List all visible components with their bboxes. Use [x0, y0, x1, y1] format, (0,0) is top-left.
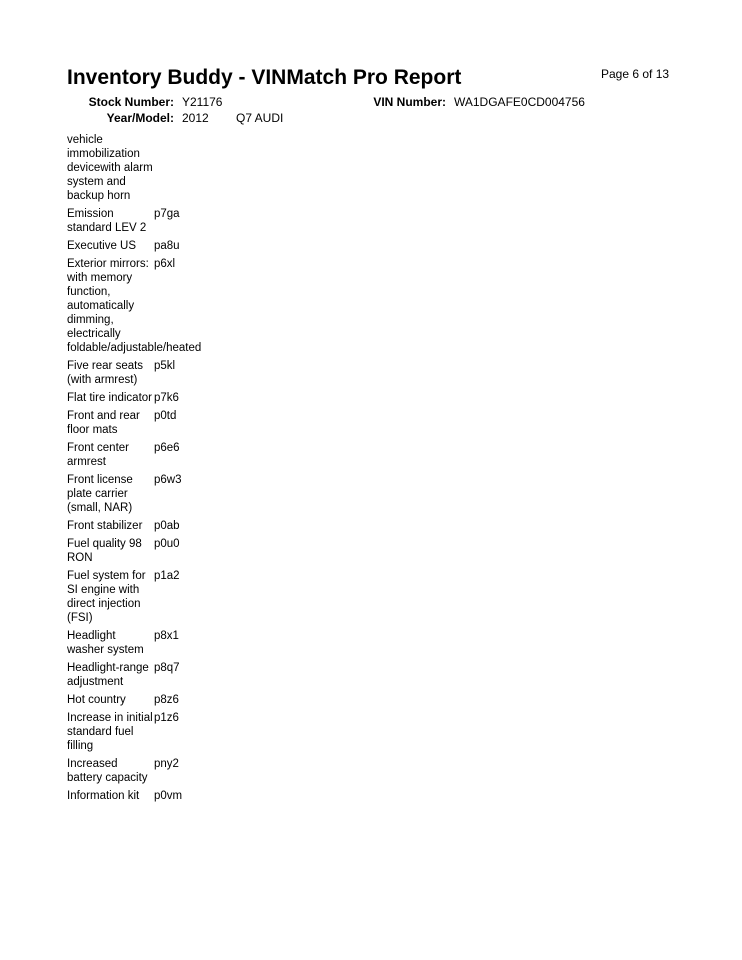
option-name: Hot country [67, 694, 126, 706]
option-name: Front and rear floor mats [67, 410, 140, 436]
year-value: 2012 [182, 111, 209, 125]
option-name: Fuel quality 98 RON [67, 538, 142, 564]
option-row [67, 409, 207, 437]
stock-number-value: Y21176 [182, 95, 223, 109]
option-code: p8x1 [154, 630, 179, 642]
option-row [67, 257, 207, 355]
option-name: Increased battery capacity [67, 758, 148, 784]
year-model-label: Year/Model: [106, 111, 174, 125]
option-row [67, 133, 207, 203]
option-row [67, 473, 207, 515]
option-code: p0vm [154, 790, 183, 802]
option-row [67, 441, 207, 469]
option-code: p0u0 [154, 538, 180, 550]
option-name: Headlight-range adjustment [67, 662, 149, 688]
page-number: Page 6 of 13 [601, 67, 670, 81]
option-row [67, 519, 207, 533]
option-code: p8q7 [154, 662, 180, 674]
option-name: Exterior mirrors: with memory function, automatically dimming, electrically foldable/adjustable/heated [67, 258, 202, 354]
option-name: Flat tire indicator [67, 392, 153, 404]
options-list [67, 133, 207, 807]
option-code: p6xl [154, 258, 176, 270]
option-row [67, 629, 207, 657]
option-name: Fuel system for SI engine with direct injection (FSI) [67, 570, 146, 624]
option-code: p7k6 [154, 392, 179, 404]
option-name: Front license plate carrier (small, NAR) [67, 474, 133, 514]
option-row [67, 207, 207, 235]
option-name: Information kit [67, 790, 140, 802]
option-code: p0td [154, 410, 177, 422]
option-row [67, 569, 207, 625]
option-row [67, 239, 207, 253]
stock-number-label: Stock Number: [88, 95, 174, 109]
option-code: p8z6 [154, 694, 179, 706]
option-name: Increase in initial standard fuel filling [67, 712, 153, 752]
option-row [67, 757, 207, 785]
option-name: Front center armrest [67, 442, 129, 468]
option-name: Executive US [67, 240, 137, 252]
vin-number-label: VIN Number: [373, 95, 446, 109]
report-title: Inventory Buddy - VINMatch Pro Report [67, 66, 462, 89]
option-row [67, 661, 207, 689]
option-row [67, 711, 207, 753]
option-code: p0ab [154, 520, 180, 532]
option-code: p7ga [154, 208, 180, 220]
option-code: pa8u [154, 240, 180, 252]
option-name: Five rear seats (with armrest) [67, 360, 144, 386]
option-name: Emission standard LEV 2 [67, 208, 147, 234]
option-code: pny2 [154, 758, 179, 770]
model-value: Q7 AUDI [236, 111, 284, 125]
option-name: Front stabilizer [67, 520, 143, 532]
option-row [67, 537, 207, 565]
option-code: p6e6 [154, 442, 180, 454]
option-row [67, 391, 207, 405]
vin-number-value: WA1DGAFE0CD004756 [454, 95, 585, 109]
option-name: vehicle immobilization devicewith alarm system and backup horn [67, 134, 153, 202]
option-code: p1z6 [154, 712, 179, 724]
option-row [67, 789, 207, 803]
option-row [67, 693, 207, 707]
option-row [67, 359, 207, 387]
option-code: p1a2 [154, 570, 180, 582]
option-code: p5kl [154, 360, 176, 372]
option-code: p6w3 [154, 474, 182, 486]
option-name: Headlight washer system [67, 630, 144, 656]
